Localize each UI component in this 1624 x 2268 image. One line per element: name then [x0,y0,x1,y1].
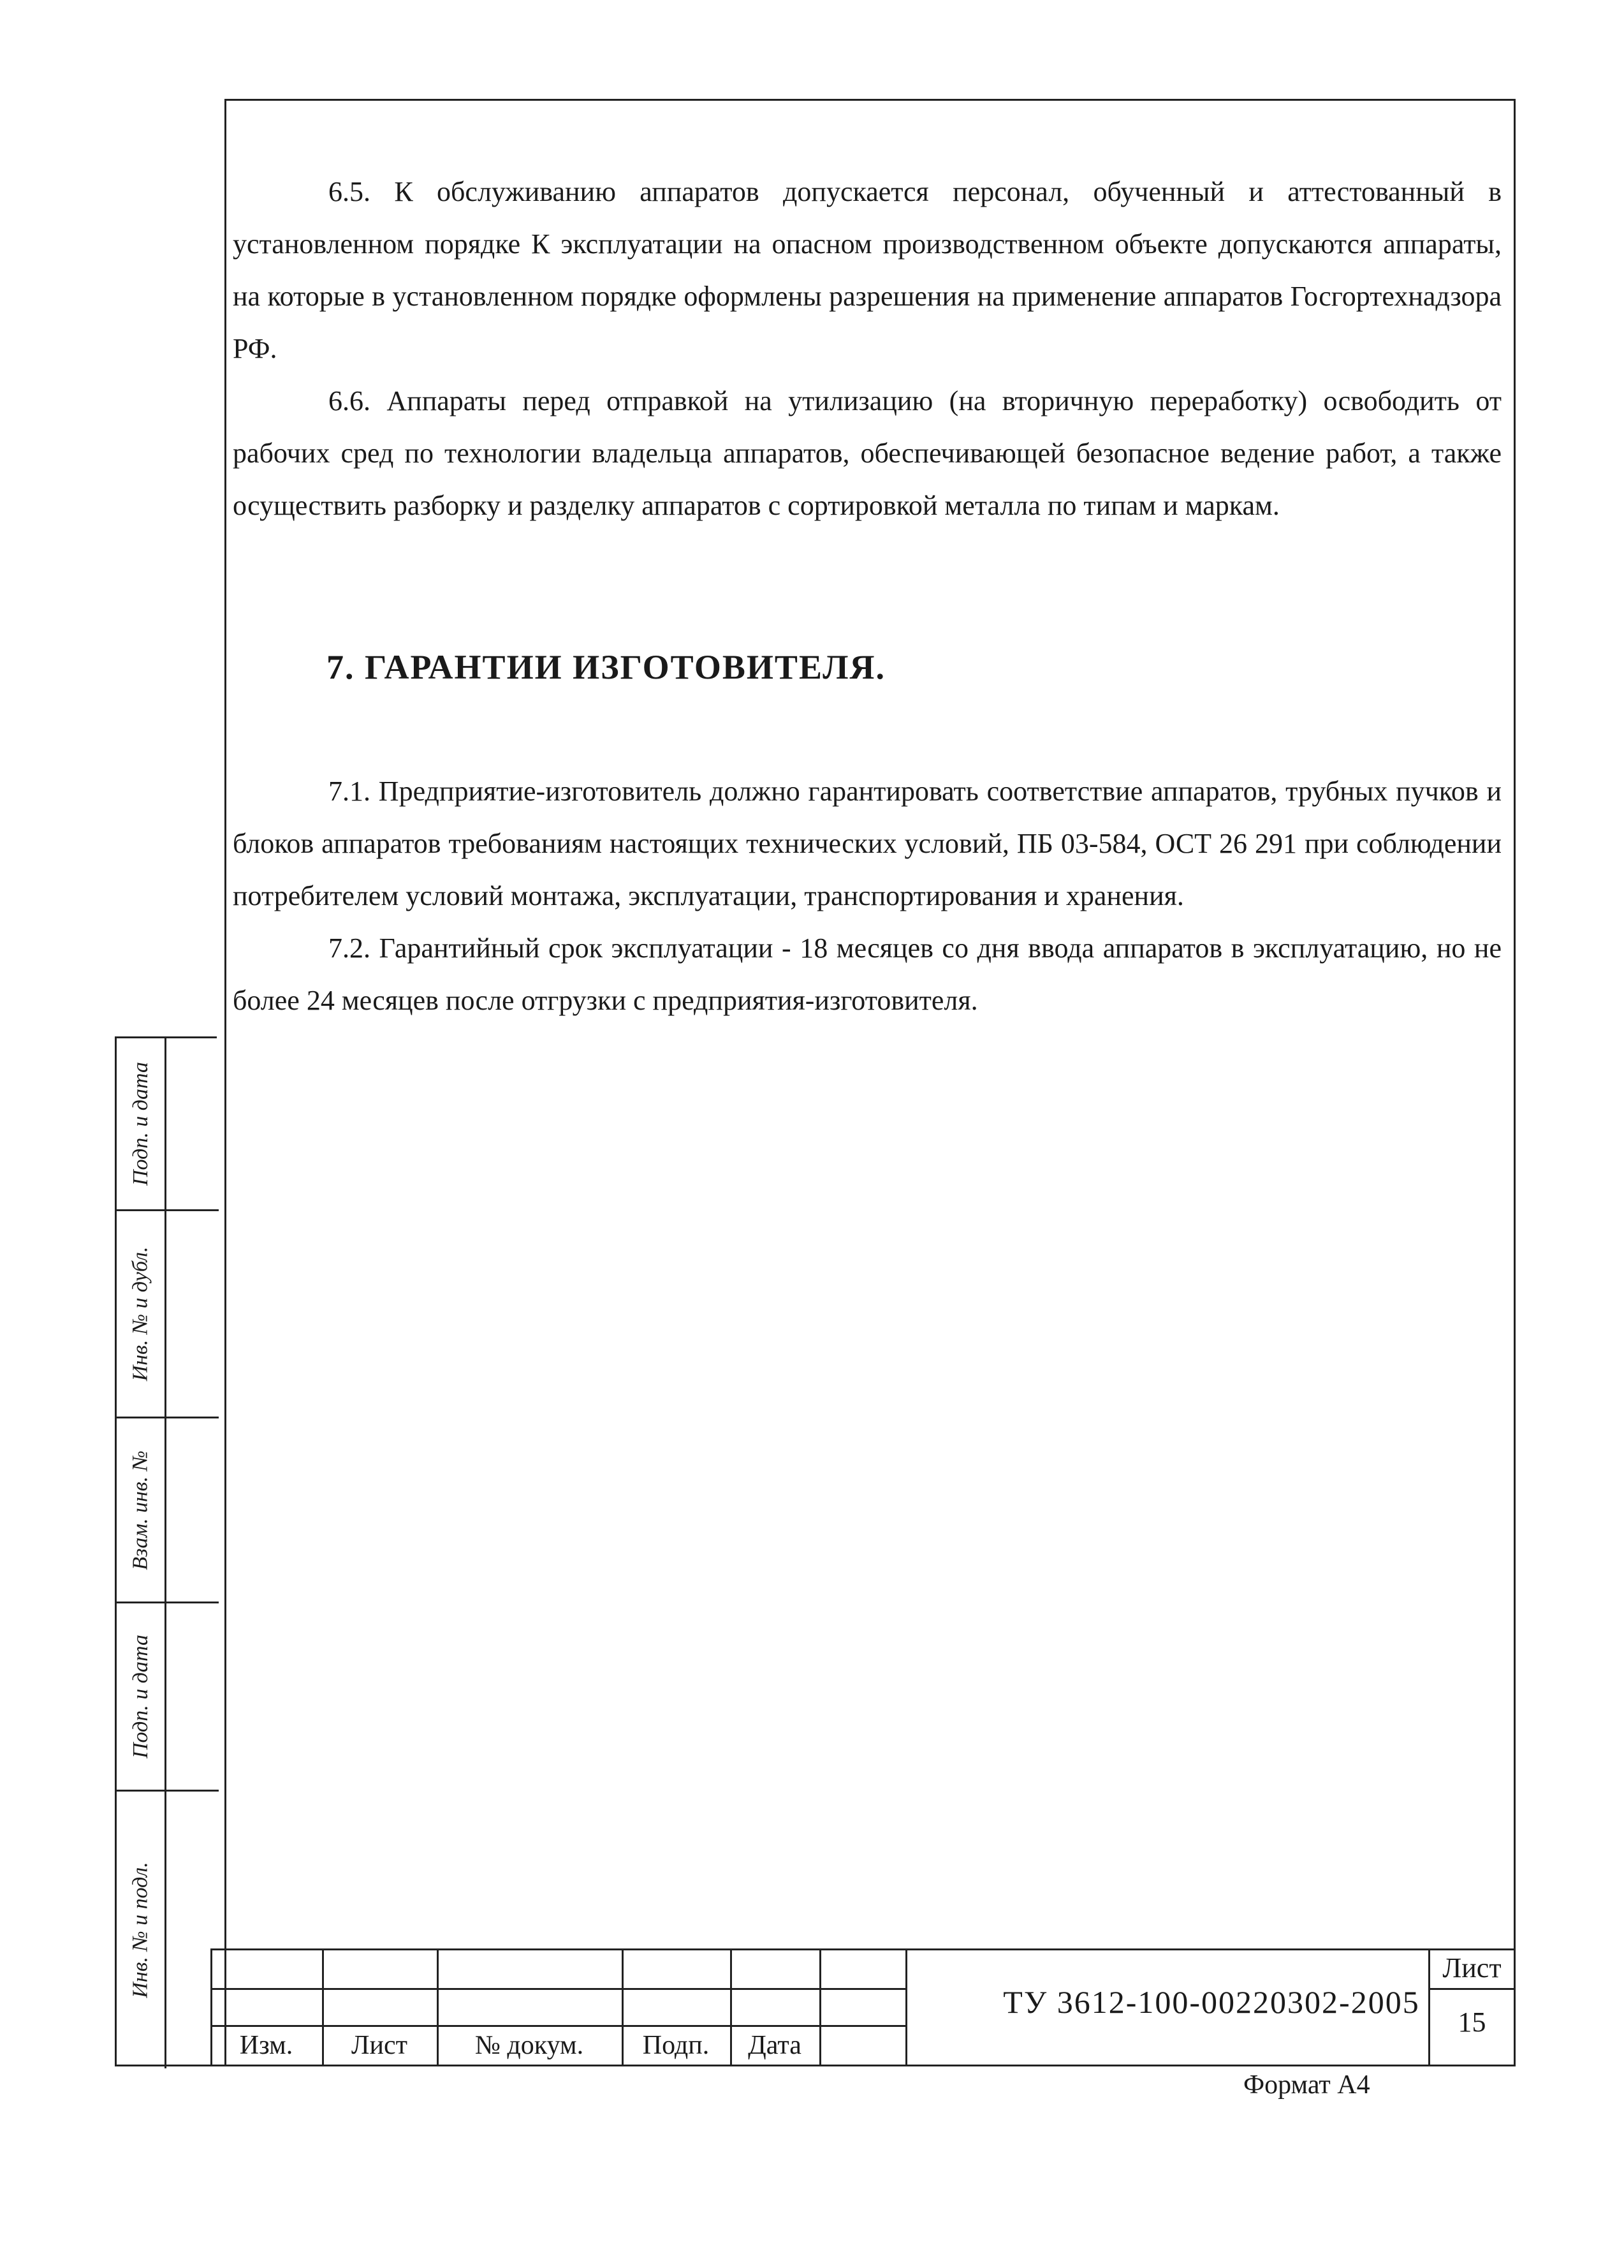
title-col-date: Дата [748,2031,801,2060]
sheet-number: 15 [1458,2007,1486,2038]
side-cell-inv-dup [117,1209,219,1417]
title-col-change: Изм. [239,2031,293,2060]
sheet-label: Лист [1442,1952,1502,1984]
title-col-doc-number: № докум. [474,2031,584,2060]
document-code: ТУ 3612-100-00220302-2005 [1003,1984,1420,2020]
side-label-inv-orig: Инв. № и подл. [128,1862,152,1998]
section-7-heading: 7. ГАРАНТИИ ИЗГОТОВИТЕЛЯ. [326,648,886,686]
side-cell-sign-date-2 [117,1602,219,1790]
side-label-replace-inv: Взам. инв. № [128,1450,152,1570]
side-cell-replace-inv [117,1417,219,1602]
paragraph-7-1: 7.1. Предприятие-изготовитель должно гарантировать соответствие аппаратов, трубных пучков и блоков аппаратов требованиям настоящих технических условий, ПБ 03-584, ОСТ 26 291 при соблюдении потребителем условий монтажа, эксплуатации, транспортирования и хранения. [233,776,1502,911]
format-label: Формат А4 [1243,2070,1370,2100]
paragraph-6-6: 6.6. Аппараты перед отправкой на утилизацию (на вторичную переработку) освободить от рабочих сред по технологии владельца аппаратов, обеспечивающей безопасное ведение работ, а также осуществить разборку и разделку аппаратов с сортировкой металла по типам и маркам. [233,385,1502,521]
side-label-sign-date-2: Подп. и дата [128,1635,152,1758]
paragraph-7-2: 7.2. Гарантийный срок эксплуатации - 18 месяцев со дня ввода аппаратов в эксплуатацию, но не более 24 месяцев после отгрузки с предприятия-изготовителя. [233,932,1502,1016]
paragraph-6-5: 6.5. К обслуживанию аппаратов допускается персонал, обученный и аттестованный в установленном порядке К эксплуатации на опасном производственном объекте допускаются аппараты, на которые в установленном порядке оформлены разрешения на применение аппаратов Госгортехнадзора РФ. [233,176,1502,364]
section-6-text [233,166,1502,532]
side-stamp [115,1036,217,2066]
title-col-sheet: Лист [351,2031,407,2060]
side-cell-sign-date-1 [117,1038,219,1209]
title-col-signature: Подп. [642,2031,710,2060]
section-7-text [233,765,1502,1027]
side-cell-inv-orig [117,1790,219,2068]
side-label-inv-dup: Инв. № и дубл. [128,1246,152,1381]
side-label-sign-date-1: Подп. и дата [128,1062,152,1186]
title-block [210,1948,1516,2066]
